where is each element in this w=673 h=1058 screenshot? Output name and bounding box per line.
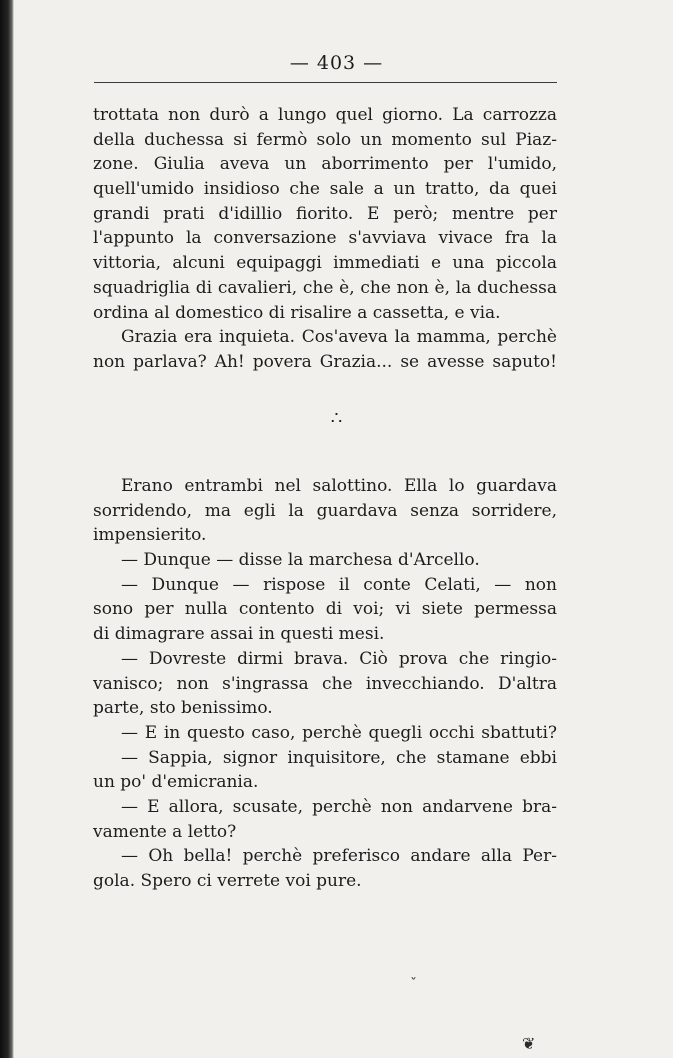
text-line: parte, sto benissimo.: [93, 698, 273, 719]
text-block-top: [93, 103, 557, 375]
text-line: della duchessa si fermò solo un momento sul Piaz-: [93, 129, 557, 150]
dialogue-line: — Dunque — disse la marchesa d'Arcello.: [121, 550, 480, 571]
ink-speck: ˇ: [410, 976, 417, 992]
text-line: vittoria, alcuni equipaggi immediati e una piccola: [93, 253, 557, 274]
text-line: squadriglia di cavalieri, che è, che non è, la duchessa: [93, 277, 557, 298]
text-block-dialogue: [93, 474, 557, 894]
text-line: quell'umido insidioso che sale a un tratto, da quei: [93, 179, 557, 200]
page-number-header: — 403 —: [289, 52, 384, 74]
text-line: ordina al domestico di risalire a cassetta, e via.: [93, 302, 501, 323]
text-line: sono per nulla contento di voi; vi siete permessa: [93, 599, 557, 620]
dialogue-line: — Sappia, signor inquisitore, che stamane ebbi: [121, 747, 557, 768]
header-rule: [94, 82, 557, 83]
paragraph-grazia: [93, 325, 557, 374]
text-line: Grazia era inquieta. Cos'aveva la mamma, perchè: [121, 327, 557, 348]
text-line: trottata non durò a lungo quel giorno. La carrozza: [93, 105, 557, 125]
dialogue-line: — Dovreste dirmi brava. Ciò prova che ringio-: [121, 648, 557, 669]
text-line: vanisco; non s'ingrassa che invecchiando. D'altra: [93, 673, 557, 694]
dialogue-line: — E allora, scusate, perchè non andarvene bra-: [121, 796, 557, 817]
text-line: di dimagrare assai in questi mesi.: [93, 624, 385, 645]
text-line: impensierito.: [93, 525, 207, 546]
dialogue-line: — Dunque — rispose il conte Celati, — non: [121, 574, 557, 595]
text-line: Erano entrambi nel salottino. Ella lo guardava: [121, 476, 557, 496]
paragraph-trottata: [93, 103, 557, 325]
dialogue-line: — Oh bella! perchè preferisco andare alla Per-: [121, 846, 557, 867]
ink-speck: ❦: [522, 1034, 536, 1053]
section-separator: ∴: [330, 408, 343, 429]
text-line: l'appunto la conversazione s'avviava vivace fra la: [93, 228, 557, 249]
text-line: zone. Giulia aveva un aborrimento per l'umido,: [93, 154, 557, 175]
text-line: gola. Spero ci verrete voi pure.: [93, 871, 362, 891]
text-line: grandi prati d'idillio fiorito. E però; mentre per: [93, 203, 557, 224]
dialogue-line: — E in questo caso, perchè quegli occhi sbattuti?: [121, 722, 557, 743]
text-line: non parlava? Ah! povera Grazia... se avesse saputo!: [93, 351, 557, 372]
book-binding-edge: [0, 0, 14, 1058]
text-line: sorridendo, ma egli la guardava senza sorridere,: [93, 500, 557, 521]
text-line: un po' d'emicrania.: [93, 772, 259, 793]
text-line: vamente a letto?: [93, 821, 237, 842]
